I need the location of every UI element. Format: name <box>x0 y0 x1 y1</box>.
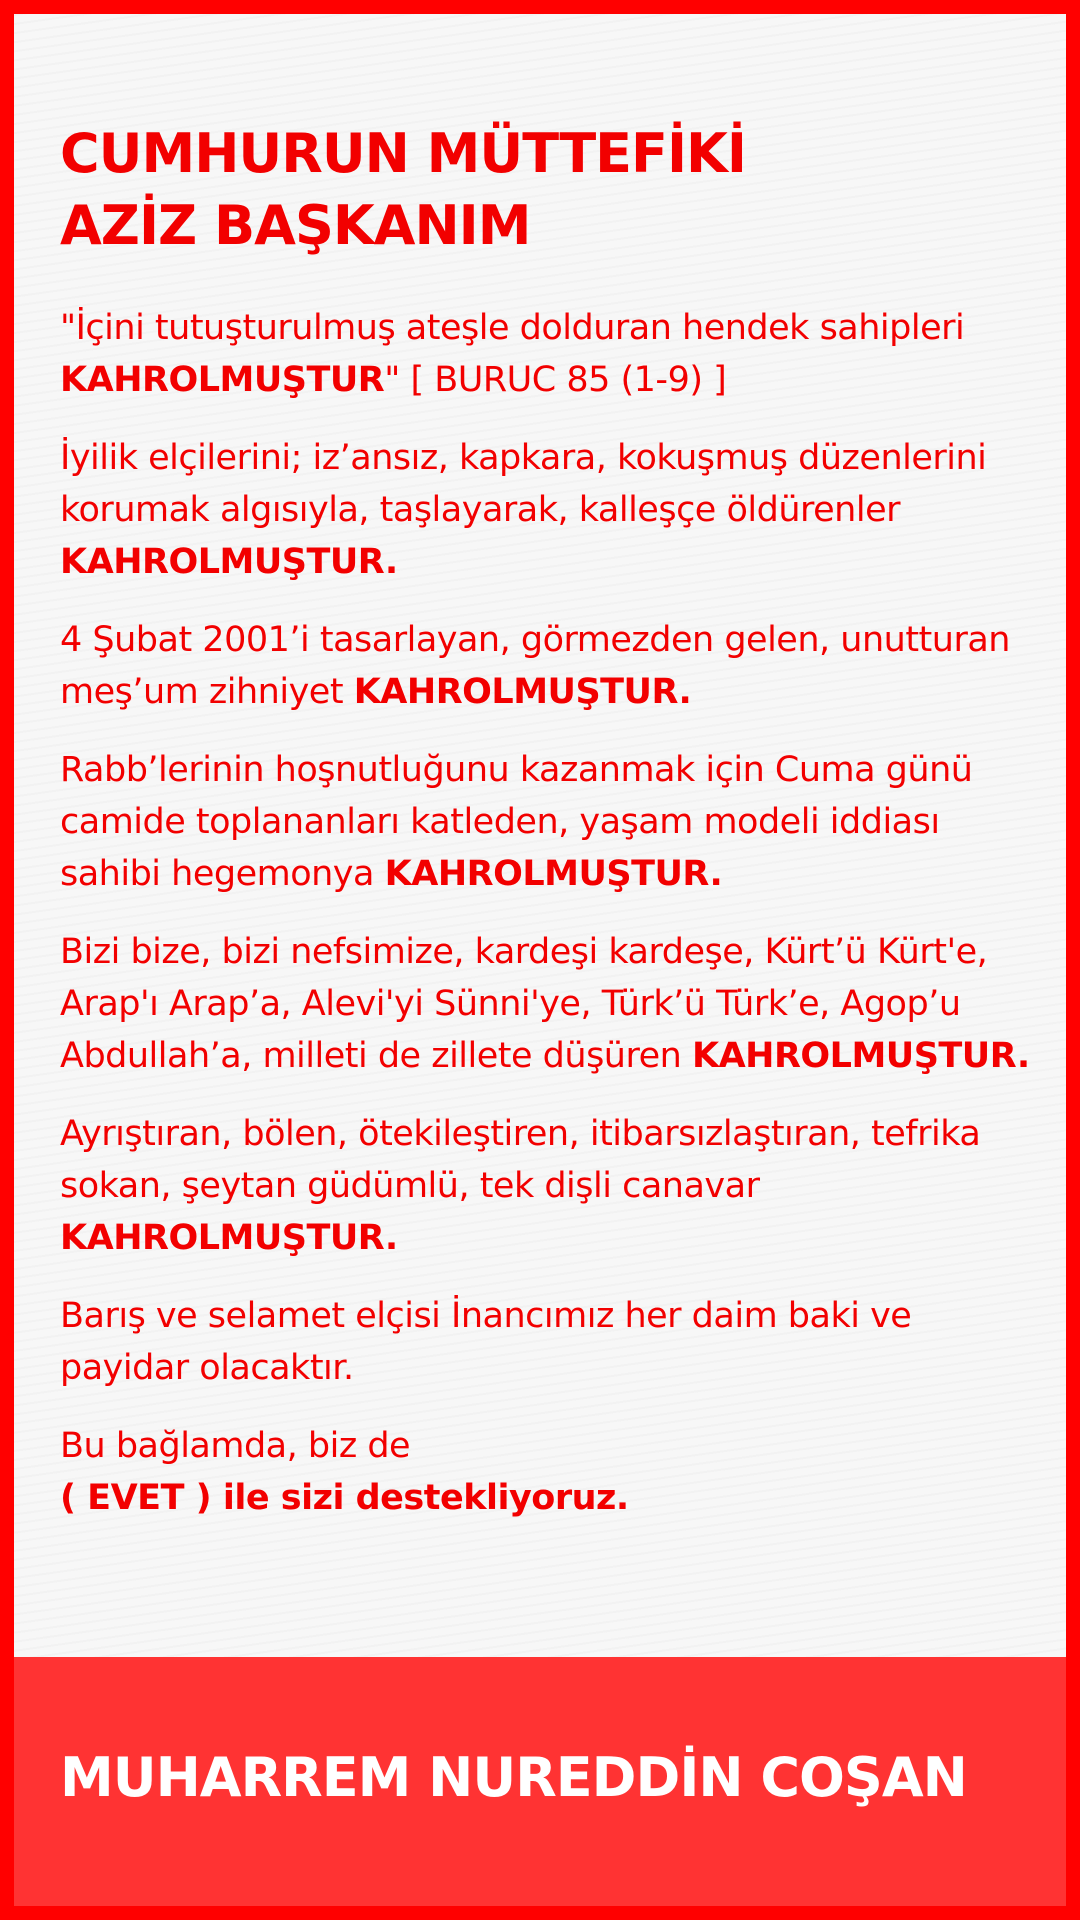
paragraph-1-text: "İçini tutuşturulmuş ateşle dolduran hendek sahipleri <box>60 308 965 348</box>
paragraph-4-text: Rabb’lerinin hoşnutluğunu kazanmak için Cuma günü camide toplananları katleden, yaşam modeli iddiası sahibi hegemonya <box>60 750 973 894</box>
paragraph-7-text: Barış ve selamet elçisi İnancımız her daim baki ve payidar olacaktır. <box>60 1296 912 1388</box>
paragraph-5 <box>60 926 1040 1082</box>
paragraph-5-text: Bizi bize, bizi nefsimize, kardeşi kardeşe, Kürt’ü Kürt'e, Arap'ı Arap’a, Alevi'yi Sünni'ye, Türk’ü Türk’e, Agop’u Abdullah’a, milleti de zillete düşüren <box>60 932 988 1076</box>
paragraph-2-text: İyilik elçilerini; iz’ansız, kapkara, kokuşmuş düzenlerini korumak algısıyla, taşlayarak, kalleşçe öldürenler <box>60 438 987 530</box>
title-line-2: AZİZ BAŞKANIM <box>60 194 531 257</box>
paragraph-6-emphasis: KAHROLMUŞTUR. <box>60 1218 398 1258</box>
signature-name: MUHARREM NUREDDİN COŞAN <box>60 1746 967 1809</box>
paragraph-4 <box>60 744 1040 900</box>
signature-banner <box>14 1657 1066 1906</box>
paragraph-4-emphasis: KAHROLMUŞTUR. <box>384 854 723 894</box>
paragraph-6-text: Ayrıştıran, bölen, ötekileştiren, itibarsızlaştıran, tefrika sokan, şeytan güdümlü, tek dişli canavar <box>60 1114 981 1206</box>
letter-title <box>60 118 1040 262</box>
paragraph-6 <box>60 1108 1040 1264</box>
title-line-1: CUMHURUN MÜTTEFİKİ <box>60 122 746 185</box>
paragraph-3 <box>60 614 1040 718</box>
letter-content <box>60 118 1040 1550</box>
paragraph-8 <box>60 1420 1040 1524</box>
paragraph-3-text: 4 Şubat 2001’i tasarlayan, görmezden gelen, unutturan meş’um zihniyet <box>60 620 1010 712</box>
paragraph-2 <box>60 432 1040 588</box>
paragraph-1 <box>60 302 1040 406</box>
paragraph-8-emphasis: ( EVET ) ile sizi destekliyoruz. <box>60 1478 629 1518</box>
paragraph-8-text: Bu bağlamda, biz de <box>60 1426 411 1466</box>
paragraph-2-emphasis: KAHROLMUŞTUR. <box>60 542 398 582</box>
paragraph-3-emphasis: KAHROLMUŞTUR. <box>353 672 692 712</box>
paragraph-5-emphasis: KAHROLMUŞTUR. <box>691 1036 1030 1076</box>
paragraph-1-reference: " [ BURUC 85 (1-9) ] <box>384 360 727 400</box>
paragraph-1-emphasis: KAHROLMUŞTUR <box>60 360 385 400</box>
letter-panel <box>14 14 1066 1657</box>
paragraph-7 <box>60 1290 1040 1394</box>
